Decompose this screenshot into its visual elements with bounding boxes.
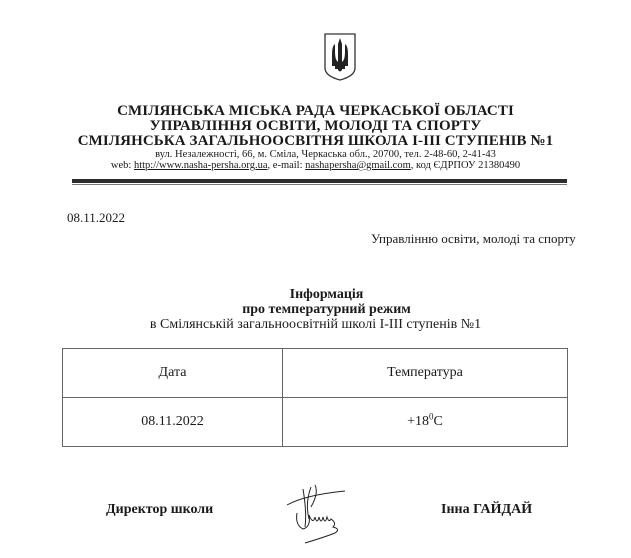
document-subtitle: про температурний режим <box>242 302 411 317</box>
letterhead-address: вул. Незалежності, 66, м. Сміла, Черкаська обл., 20700, тел. 2-48-60, 2-41-43 <box>155 149 496 160</box>
temperature-unit: C <box>433 414 443 429</box>
signatory-name: Інна ГАЙДАЙ <box>441 502 533 517</box>
edrpou-code: , код ЄДРПОУ 21380490 <box>410 160 521 171</box>
handwritten-signature-icon <box>285 483 355 545</box>
website-link[interactable]: http://www.nasha-persha.org.ua <box>133 160 268 171</box>
letterhead-divider <box>72 179 567 183</box>
ukraine-trident-icon <box>323 32 357 82</box>
email-label: , e-mail: <box>267 160 306 171</box>
letterhead-department: УПРАВЛІННЯ ОСВІТИ, МОЛОДІ ТА СПОРТУ <box>149 118 482 134</box>
signatory-position: Директор школи <box>106 502 214 517</box>
email-link[interactable]: nashapersha@gmail.com <box>305 160 411 171</box>
header-date: Дата <box>63 349 283 398</box>
document-date: 08.11.2022 <box>67 210 126 225</box>
document-subtitle-school: в Смілянській загальноосвітній школі І-ІІІ ступенів №1 <box>149 317 482 332</box>
degree-mark: 0 <box>429 411 434 422</box>
addressee: Управлінню освіти, молоді та спорту <box>371 231 576 246</box>
cell-temperature <box>283 398 568 447</box>
letterhead-contacts <box>0 160 631 172</box>
document-title: Інформація <box>289 287 364 302</box>
temperature-value: +18 <box>407 414 430 429</box>
letterhead-school-name: СМІЛЯНСЬКА ЗАГАЛЬНООСВІТНЯ ШКОЛА І-ІІІ СТУПЕНІВ №1 <box>77 133 554 149</box>
letterhead-divider-thin <box>72 184 567 185</box>
web-label: web: <box>110 160 134 171</box>
letterhead-city-council: СМІЛЯНСЬКА МІСЬКА РАДА ЧЕРКАСЬКОЇ ОБЛАСТІ <box>117 103 514 119</box>
table-header-row <box>63 349 568 398</box>
header-temperature: Температура <box>283 349 568 398</box>
cell-date: 08.11.2022 <box>63 398 283 447</box>
temperature-table <box>62 348 568 447</box>
table-row <box>63 398 568 447</box>
